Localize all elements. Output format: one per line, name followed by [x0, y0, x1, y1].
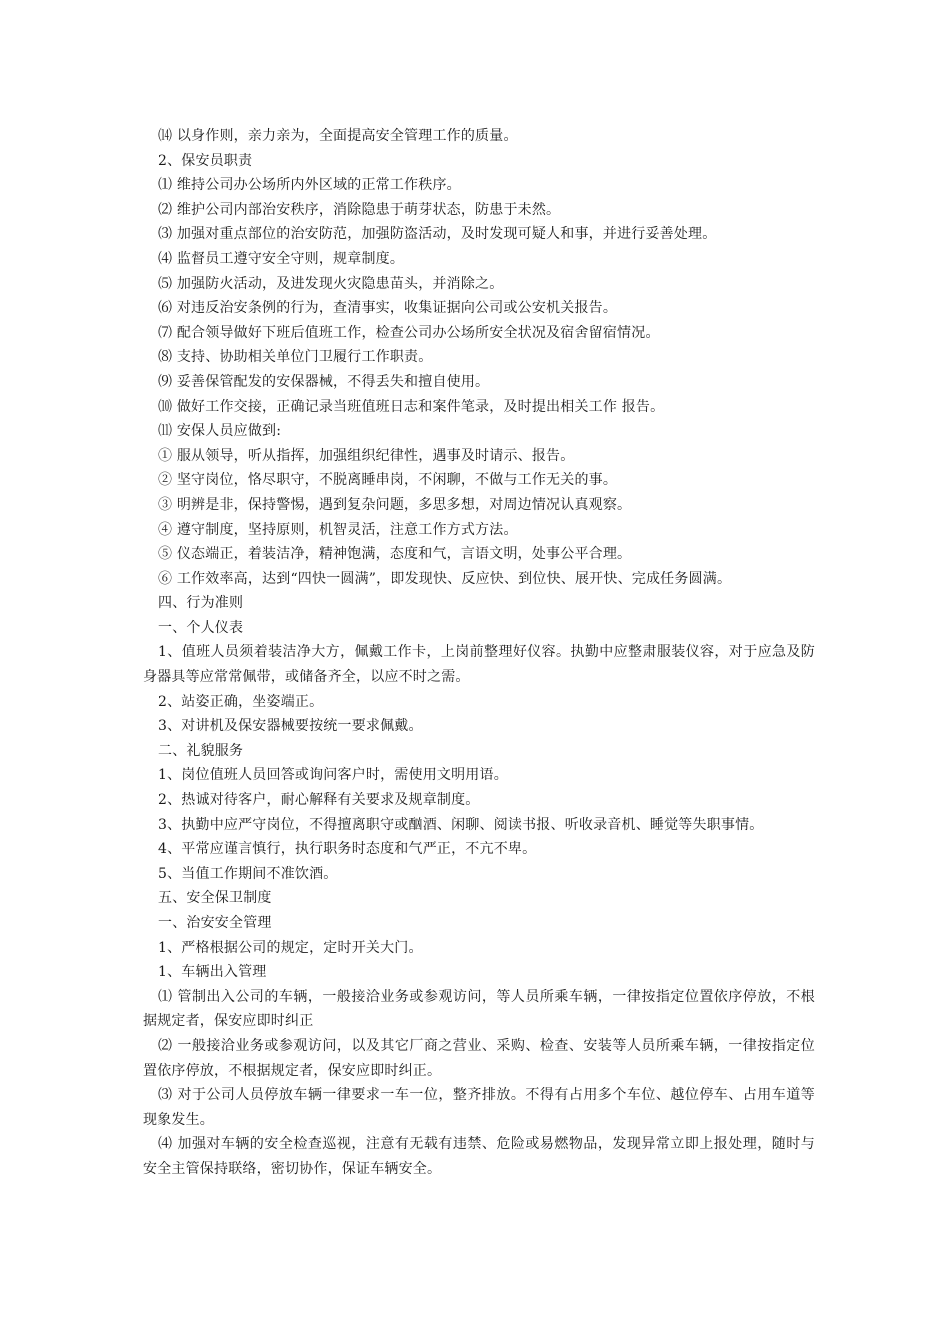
paragraph: 1、严格根据公司的规定，定时开关大门。	[158, 939, 423, 956]
paragraph: 四、行为准则	[158, 595, 244, 612]
paragraph: ⑵ 一般接洽业务或参观访问，以及其它厂商之营业、采购、检查、安装等人员所乘车辆，一律按指定位置依序停放，不根据规定者，保安应即时纠正。	[143, 1037, 815, 1079]
paragraph: 2、热诚对待客户，耐心解释有关要求及规章制度。	[158, 792, 480, 809]
paragraph: 5、当值工作期间不准饮酒。	[158, 865, 338, 882]
paragraph: 2、站姿正确，坐姿端正。	[158, 693, 324, 710]
paragraph: 2、保安员职责	[158, 152, 253, 169]
paragraph: ④ 遵守制度，坚持原则，机智灵活，注意工作方式方法。	[158, 521, 518, 538]
paragraph: ⑶ 对于公司人员停放车辆一律要求一车一位，整齐排放。不得有占用多个车位、越位停车、占用车道等现象发生。	[143, 1087, 815, 1128]
paragraph: ③ 明辨是非，保持警惕，遇到复杂问题，多思多想，对周边情况认真观察。	[158, 496, 632, 513]
paragraph: 4、平常应谨言慎行，执行职务时态度和气严正，不亢不卑。	[158, 841, 537, 858]
paragraph: ⑶ 加强对重点部位的治安防范，加强防盗活动，及时发现可疑人和事，并进行妥善处理。	[158, 226, 717, 243]
paragraph: ⑽ 做好工作交接，正确记录当班值班日志和案件笔录，及时提出相关工作 报告。	[158, 398, 665, 415]
paragraph: ⑼ 妥善保管配发的安保器械，不得丢失和擅自使用。	[158, 373, 490, 390]
paragraph: 一、个人仪表	[158, 619, 244, 636]
paragraph: 一、治安安全管理	[158, 915, 272, 931]
paragraph: ⑾ 安保人员应做到:	[158, 423, 282, 440]
paragraph: 五、安全保卫制度	[158, 890, 272, 907]
paragraph: ⑴ 管制出入公司的车辆，一般接洽业务或参观访问，等人员所乘车辆，一律按指定位置依序停放，不根据规定者，保安应即时纠正	[143, 988, 815, 1030]
document-body	[143, 124, 815, 1182]
paragraph: ⑤ 仪态端正，着装洁净，精神饱满，态度和气，言语文明，处事公平合理。	[158, 546, 632, 563]
paragraph: ⑴ 维持公司办公场所内外区域的正常工作秩序。	[158, 177, 461, 194]
paragraph: ① 服从领导，听从指挥，加强组织纪律性，遇事及时请示、报告。	[158, 447, 575, 464]
paragraph: 3、对讲机及保安器械要按统一要求佩戴。	[158, 718, 423, 735]
paragraph: 二、礼貌服务	[158, 742, 244, 759]
paragraph: ⑺ 配合领导做好下班后值班工作，检查公司办公场所安全状况及宿舍留宿情况。	[158, 324, 660, 341]
paragraph: ⑹ 对违反治安条例的行为，查清事实，收集证据向公司或公安机关报告。	[158, 300, 618, 317]
paragraph: ⑥ 工作效率高，达到“四快一圆满”，即发现快、反应快、到位快、展开快、完成任务圆满。	[158, 570, 732, 587]
paragraph: ⑸ 加强防火活动，及进发现火灾隐患苗头，并消除之。	[158, 275, 504, 292]
paragraph: 1、值班人员须着装洁净大方，佩戴工作卡，上岗前整理好仪容。执勤中应整肃服装仪容，对于应急及防身器具等应常常佩带，或储备齐全，以应不时之需。	[143, 644, 815, 686]
paragraph: ⑻ 支持、协助相关单位门卫履行工作职责。	[158, 349, 433, 366]
paragraph: 3、执勤中应严守岗位，不得擅离职守或酗酒、闲聊、阅读书报、听收录音机、睡觉等失职事情。	[158, 816, 764, 833]
paragraph: ⑷ 监督员工遵守安全守则，规章制度。	[158, 250, 405, 267]
paragraph: 1、车辆出入管理	[158, 964, 267, 981]
paragraph: ② 坚守岗位，恪尽职守，不脱离睡串岗，不闲聊，不做与工作无关的事。	[158, 472, 618, 489]
paragraph: ⑵ 维护公司内部治安秩序，消除隐患于萌芽状态，防患于未然。	[158, 201, 561, 218]
paragraph: ⒁ 以身作则，亲力亲为，全面提高安全管理工作的质量。	[158, 128, 518, 144]
paragraph: 1、岗位值班人员回答或询问客户时，需使用文明用语。	[158, 767, 508, 784]
paragraph: ⑷ 加强对车辆的安全检查巡视，注意有无载有违禁、危险或易燃物品，发现异常立即上报处理，随时与安全主管保持联络，密切协作，保证车辆安全。	[143, 1136, 815, 1177]
